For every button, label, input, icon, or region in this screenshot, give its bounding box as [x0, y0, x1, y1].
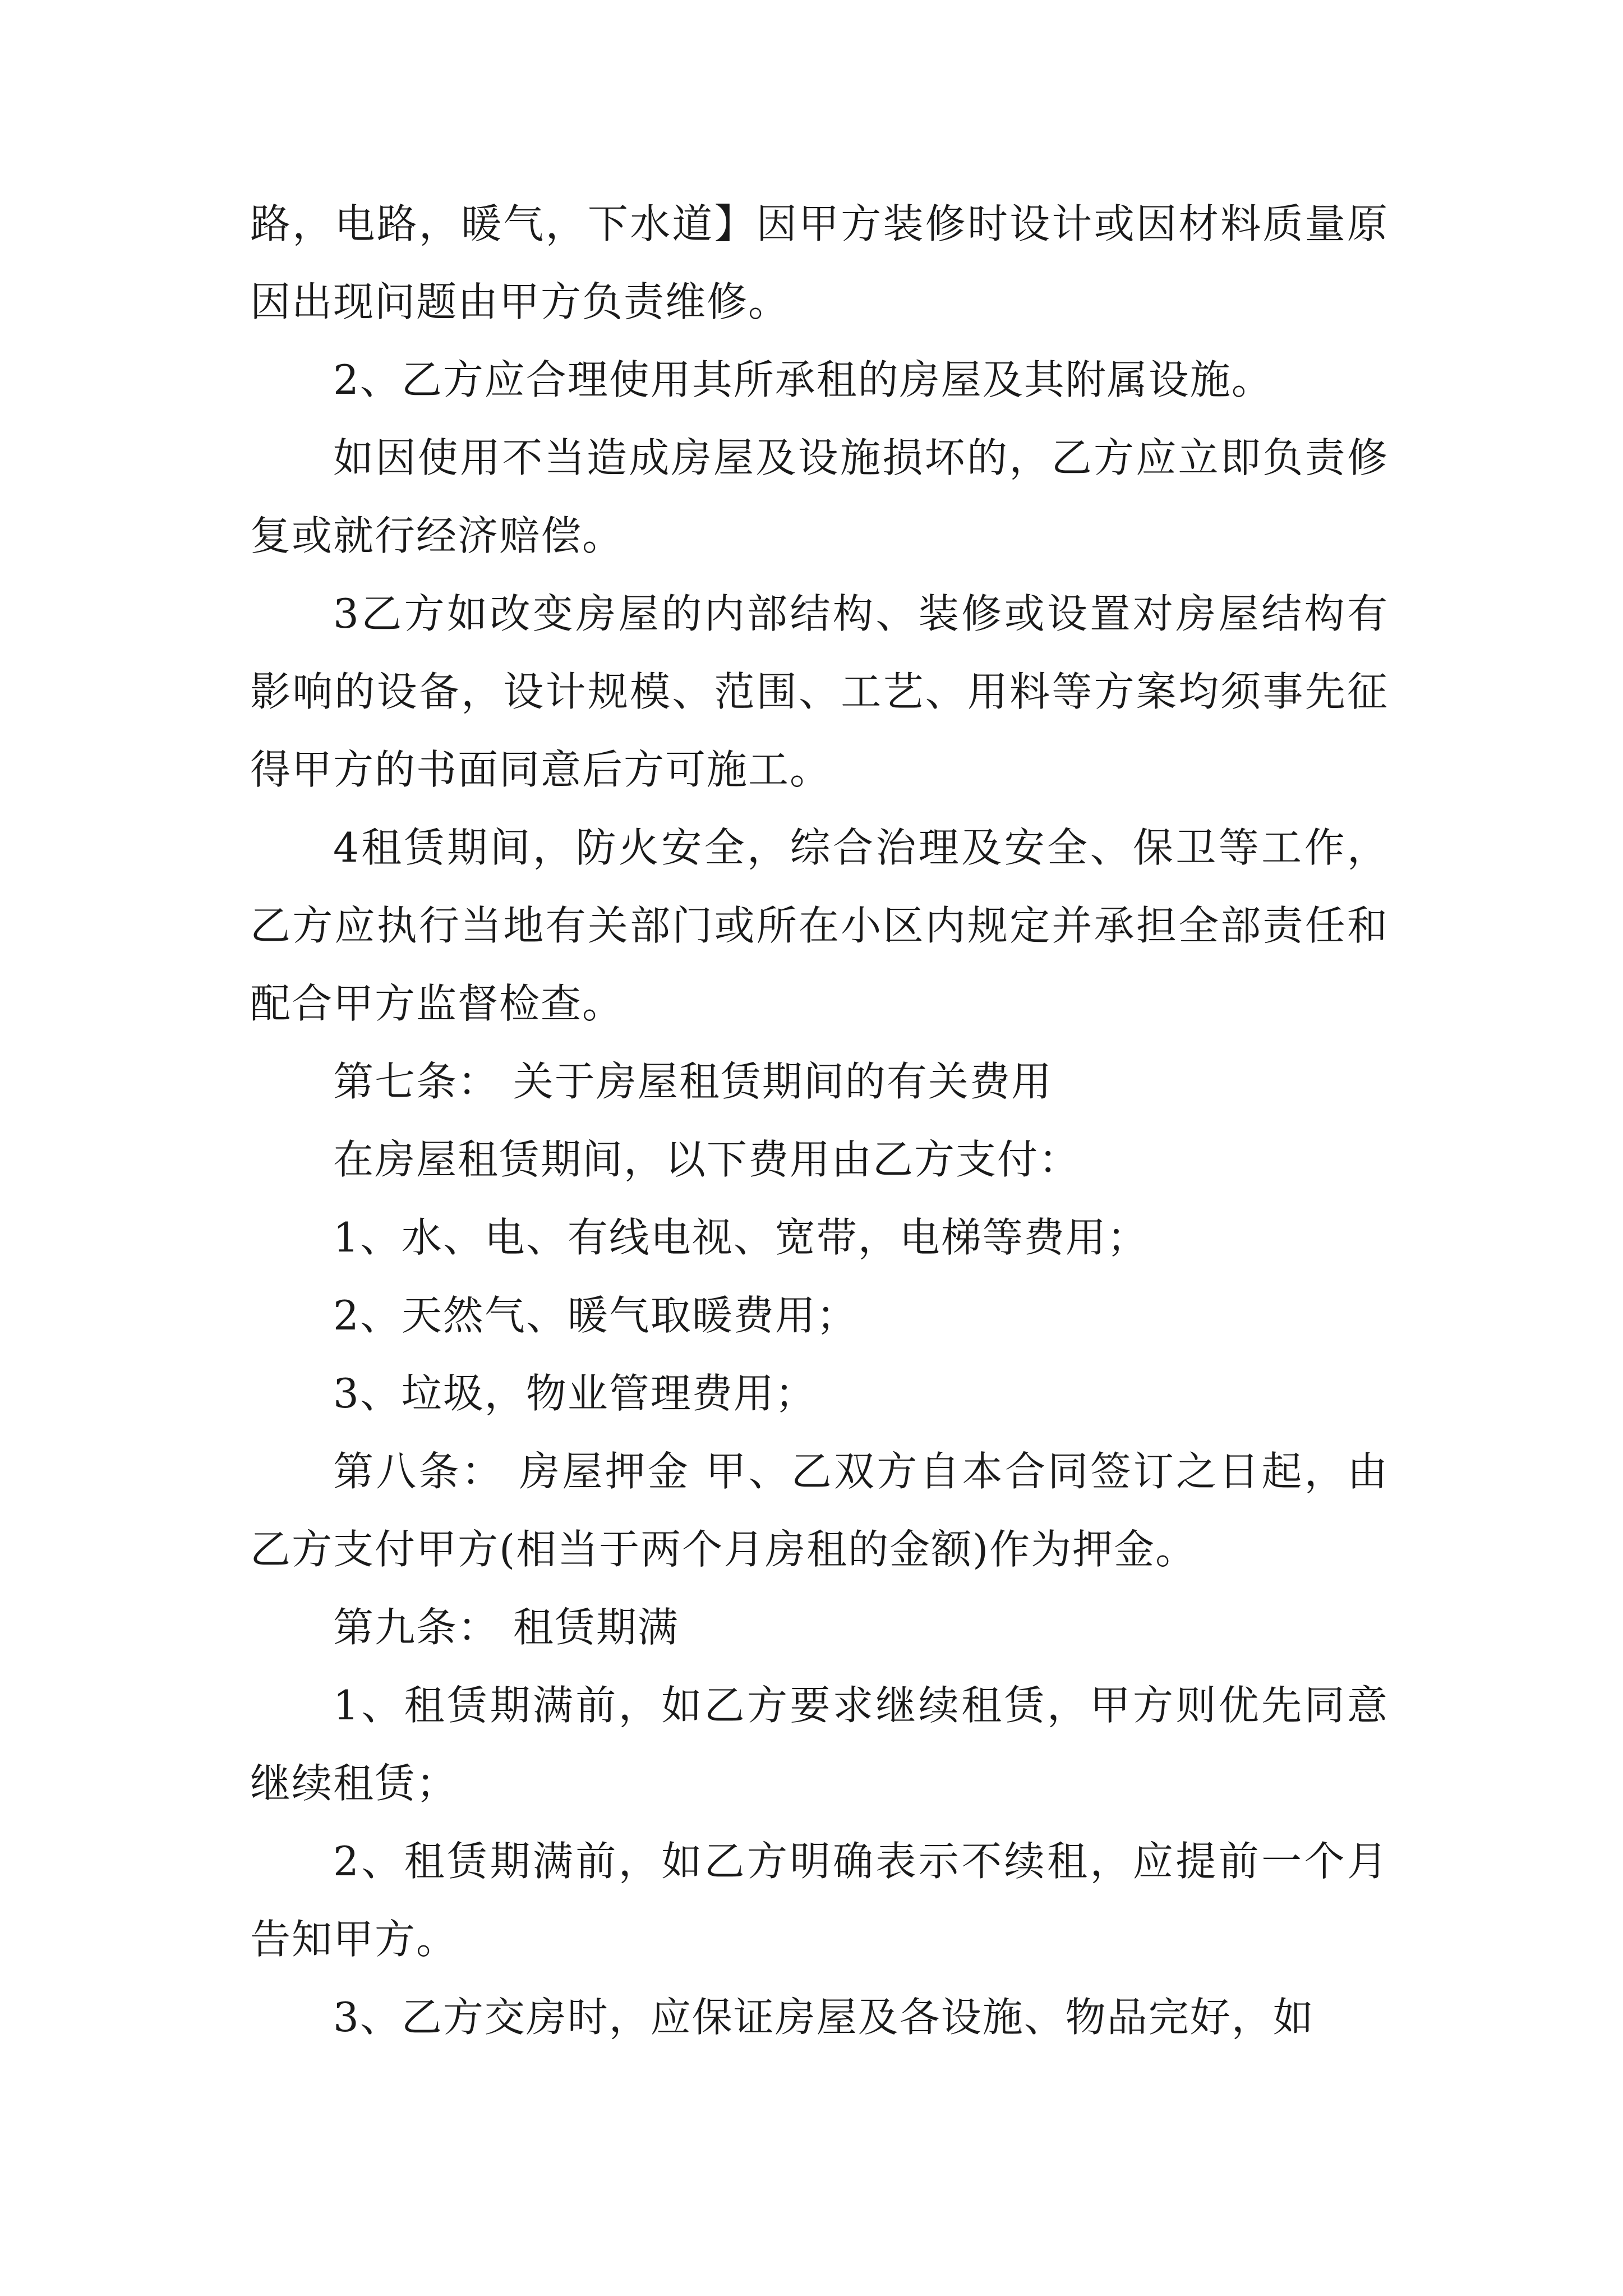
- paragraph-clause-3: 3乙方如改变房屋的内部结构、装修或设置对房屋结构有影响的设备，设计规模、范围、工艺、用料等方案均须事先征得甲方的书面同意后方可施工。: [250, 590, 1389, 793]
- fee-item-2: 2、天然气、暖气取暖费用；: [333, 1292, 858, 1339]
- paragraph-fees-intro: 在房屋租赁期间，以下费用由乙方支付：: [333, 1136, 1081, 1183]
- fee-item-1: 1、水、电、有线电视、宽带，电梯等费用；: [333, 1214, 1149, 1261]
- article-8-deposit: 第八条： 房屋押金 甲、乙双方自本合同签订之日起，由乙方支付甲方(相当于两个月房租的金额)作为押金。: [250, 1448, 1389, 1573]
- expiry-item-1: 1、租赁期满前，如乙方要求继续租赁，甲方则优先同意继续租赁；: [250, 1682, 1389, 1807]
- paragraph-damage-repair: 如因使用不当造成房屋及设施损坏的，乙方应立即负责修复或就行经济赔偿。: [250, 434, 1389, 559]
- paragraph-clause-4: 4租赁期间，防火安全，综合治理及安全、保卫等工作，乙方应执行当地有关部门或所在小区内规定并承担全部责任和配合甲方监督检查。: [250, 824, 1389, 1027]
- expiry-item-2: 2、租赁期满前，如乙方明确表示不续租，应提前一个月告知甲方。: [250, 1838, 1389, 1963]
- paragraph-clause-2: 2、乙方应合理使用其所承租的房屋及其附属设施。: [333, 356, 1273, 403]
- document-body: [250, 185, 1389, 2056]
- article-9-heading: 第九条： 租赁期满: [333, 1604, 679, 1651]
- paragraph-continuation: 路，电路，暖气，下水道】因甲方装修时设计或因材料质量原因出现问题由甲方负责维修。: [250, 200, 1389, 325]
- fee-item-3: 3、垃圾，物业管理费用；: [333, 1370, 817, 1417]
- expiry-item-3: 3、乙方交房时，应保证房屋及各设施、物品完好，如: [333, 1994, 1315, 2041]
- article-7-heading: 第七条： 关于房屋租赁期间的有关费用: [333, 1058, 1053, 1105]
